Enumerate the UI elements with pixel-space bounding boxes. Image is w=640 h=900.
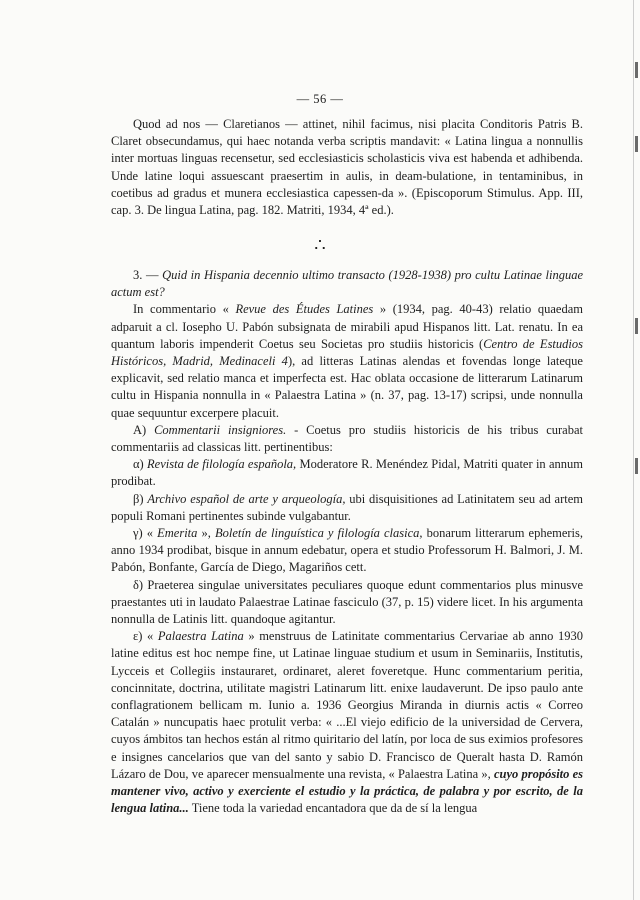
intro-paragraph <box>111 301 583 421</box>
journal-title: Palaestra Latina <box>157 629 244 644</box>
journal-title: Archivo español de arte y arqueología, <box>147 491 346 506</box>
journal-title: Emerita <box>157 526 198 541</box>
item-label: γ) « <box>133 526 158 541</box>
item-label: ε) « <box>133 629 158 644</box>
edge-mark <box>635 136 638 152</box>
quote-paragraph <box>111 116 583 219</box>
edge-mark <box>635 458 638 474</box>
heading-title: linguae actum est? <box>111 268 584 300</box>
heading-number: 3. — <box>133 268 163 282</box>
item-label: A) <box>133 422 155 437</box>
quote-text <box>111 116 583 219</box>
commentarii-heading <box>111 422 583 456</box>
intro-text: ), ad litteras Latinas alendas et fovendas longe lateque explicavit, sed relatio manca et imperfecta est. Hac oblata occasione de litterarum Latinarum cultu in Hispania nonnulla in « Palaestra Latina » (n. 37, pag. 13-17) scripsi, unde nonnulla quae sequuntur excerpere placuit. <box>111 354 583 420</box>
item-text: Moderatore R. Menéndez Pidal, Matriti quater in annum prodibat. <box>111 457 584 489</box>
intro-text: In commentario « <box>133 302 236 317</box>
section-3 <box>111 267 583 818</box>
item-label: α) <box>133 457 148 472</box>
quote-line: 1934, 4ª ed.). <box>327 203 394 218</box>
quote-line: a nonnullis inter mortuas linguas recensetur, sed ecclesiasticis scholasticis viva est <box>111 134 583 166</box>
item-text: Tiene toda la variedad encantadora que da de sí la lengua <box>188 801 478 816</box>
journal-title: Boletín de linguística y filología clasica, <box>214 526 423 541</box>
page-number: — 56 — <box>296 92 344 106</box>
quoted-italic: cuyo propósito es mantener vivo, activo y exerciente el estudio y la práctica, de palabra y por escrito, de la lengua latina... <box>111 766 583 816</box>
item-beta <box>111 491 583 525</box>
quote-line: B. Claret obsecundamus, qui haec notanda verba scriptis mandavit: « Latina lingua <box>111 117 584 149</box>
quote-line: habenda et adhibenda. Unde latine loqui assuescant praesertim in aulis, in deam- <box>111 151 583 183</box>
item-text: », <box>197 526 215 541</box>
subheading-text: - Coetus pro studiis historicis de his tribus curabat commentariis ad classicas litt. pertinentibus: <box>111 422 583 455</box>
institution-name: Centro de Estudios Históricos, Madrid, Medinaceli 4 <box>111 336 583 369</box>
item-label: β) <box>133 491 148 506</box>
item-text: » menstruus de Latinitate commentarius Cervariae ab anno 1930 latine editus est hoc nempe fine, ut Latinae linguae studium et usum in Seminariis, Institutis, Lycceis et Collegiis instauraret, ordinaret, aleret foveretque. Hunc commentarium peritia, concinnitate, doctrina, utilitate magistri Latinarum litt. enixe laudaverunt. De ipso paulo ante conflagrationem bellicam m. Iunio a. 1936 Georgius Miranda in diurnis actis « Correo Catalán » nuncupatis haec protulit verba: « ...El viejo edificio de la universidad de Cervera, cuyos ámbitos tan hechos están al ritmo quiritario del latín, por loca de sus eximios profesores e insignes cancelarios que van del santo y sabio D. Francisco de Queralt hasta D. Ramón Lázaro de Dou, ve aparecer mensualmente una revista, « Palaestra Latina », <box>111 629 583 781</box>
item-text: bonarum litterarum ephemeris, anno 1934 prodibat, bisque in annum edebatur, opera et studio Professorum H. Balmori, J. M. Pabón, Bonfante, García de Diego, Magariños cett. <box>111 526 584 575</box>
intro-text: » (1934, pag. 40-43) relatio quaedam adparuit a cl. Iosepho U. Pabón subsignata de mirabili apud Hispanos litt. Lat. renatu. In ea quantum laboris impenderit Coetus seu Societas pro studiis historicis ( <box>111 302 583 351</box>
journal-title: Revue des Études Latines <box>235 302 374 317</box>
section-heading <box>111 267 583 301</box>
journal-title: Revista de filología española, <box>147 457 297 472</box>
heading-title: Quid in Hispania decennio ultimo transacto (1928-1938) pro cultu Latinae <box>162 268 542 282</box>
item-delta: δ) Praeterea singulae universitates peculiares quoque edunt commentarios plus minusve praestantes uti in laudato Palaestrae Latinae fasciculo (37, p. 15) videre licet. In his argumenta nonnulla de Latinis litt. quandoque agitantur. <box>111 577 583 627</box>
subheading-title: Commentarii insigniores. <box>154 422 287 437</box>
quote-line: Quod ad nos — Claretianos — attinet, nihil facimus, nisi placita Conditoris Patris <box>133 117 567 131</box>
item-epsilon <box>111 628 583 817</box>
edge-mark <box>635 62 638 78</box>
item-text: ubi disquisitiones ad Latinitatem seu ad artem populi Romani pertinentes subinde vulgabantur. <box>111 491 583 523</box>
item-alpha <box>111 456 583 490</box>
page-edge-line <box>633 0 634 900</box>
quote-line: bulatione, in tentaminibus, in coetibus ad gradus et munera ecclesiastica capessen- <box>111 168 583 200</box>
edge-mark <box>635 318 638 334</box>
quote-line: da ». (Episcoporum Stimulus. App. III, cap. 3. De lingua Latina, pag. 182. Matriti, <box>111 185 583 218</box>
section-separator: ∴ <box>314 235 326 255</box>
item-gamma <box>111 525 583 577</box>
